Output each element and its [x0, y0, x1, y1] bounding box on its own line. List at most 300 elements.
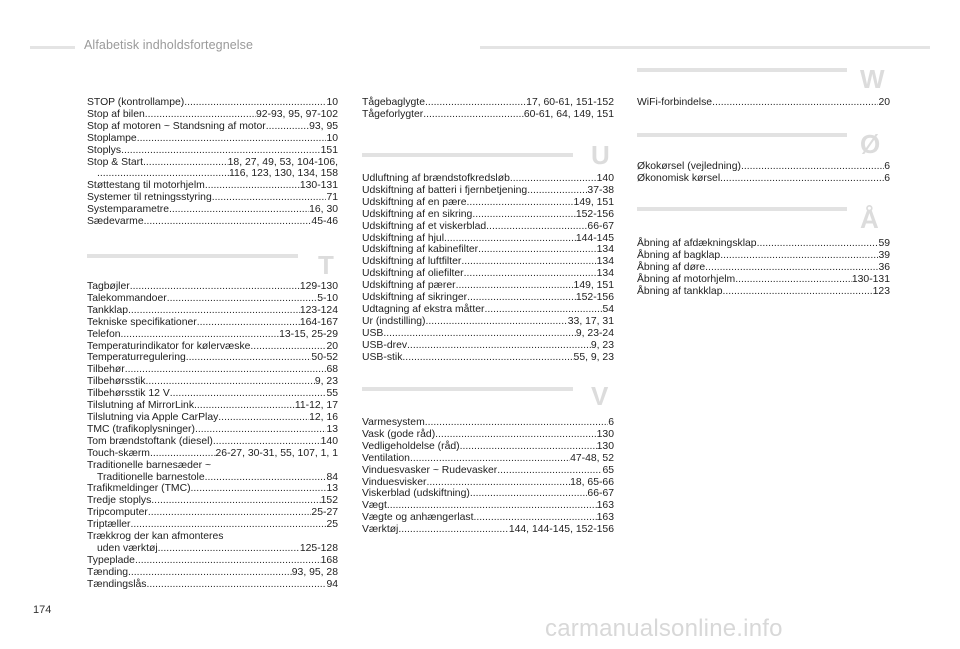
- index-entry-pages: 33, 17, 31: [567, 315, 614, 327]
- dot-leader: [470, 488, 588, 500]
- index-entry-label: Udskiftning af pærer: [362, 280, 456, 292]
- index-entry-pages: 123: [872, 285, 890, 297]
- dot-leader: [398, 524, 508, 536]
- dot-leader: [184, 97, 326, 109]
- index-entry-pages: 93, 95: [309, 120, 338, 132]
- index-block-w: [637, 97, 890, 109]
- dot-leader: [147, 579, 327, 591]
- index-entry-pages: 134: [596, 244, 614, 256]
- index-entry-pages: 6: [884, 172, 890, 184]
- index-entry: [362, 441, 614, 453]
- index-entry-label: Tredje stoplys: [87, 495, 152, 507]
- index-entry: [362, 173, 614, 185]
- index-entry-label: Tænding: [87, 566, 129, 578]
- index-entry: [87, 204, 338, 216]
- index-entry-pages: 18, 27, 49, 53, 104-106,: [227, 156, 338, 168]
- dot-leader: [212, 192, 327, 204]
- dot-leader: [194, 400, 295, 412]
- index-entry-label: Stop af motoren ~ Standsning af motor: [87, 120, 266, 132]
- dot-leader: [741, 161, 884, 173]
- index-entry-label: Vægte og anhængerlast: [362, 512, 474, 524]
- index-entry-pages: 6: [884, 161, 890, 172]
- index-entry: [87, 352, 338, 364]
- index-entry-label: TMC (trafikoplysninger): [87, 423, 195, 435]
- dot-leader: [125, 364, 327, 376]
- index-entry-pages: 168: [320, 554, 338, 566]
- dot-leader: [720, 250, 878, 262]
- index-entry-pages: 13: [326, 423, 338, 435]
- index-entry-pages: 94: [326, 578, 338, 590]
- letter-heading-t: T: [318, 250, 334, 280]
- index-entry-label: Udskiftning af en sikring: [362, 208, 473, 220]
- letter-divider-w: [637, 68, 847, 72]
- index-entry-label: Tripcomputer: [87, 507, 148, 519]
- dot-leader: [723, 286, 873, 298]
- dot-leader: [131, 519, 327, 531]
- index-entry-label: Åbning af bagklap: [637, 249, 721, 261]
- index-entry: [362, 465, 614, 477]
- index-entry: [637, 97, 890, 109]
- dot-leader: [735, 274, 852, 286]
- index-entry: [87, 555, 338, 567]
- index-entry: [362, 280, 614, 292]
- index-entry: [362, 352, 614, 364]
- index-entry-pages: 10: [326, 132, 338, 144]
- dot-leader: [460, 441, 597, 453]
- index-entry: [87, 157, 338, 169]
- dot-leader: [705, 262, 878, 274]
- index-entry-pages: 20: [326, 340, 338, 352]
- index-entry: [362, 197, 614, 209]
- index-entry-label: USB-drev: [362, 339, 408, 351]
- dot-leader: [170, 388, 327, 400]
- index-entry: [637, 262, 890, 274]
- index-entry: [637, 238, 890, 250]
- index-entry-label: Støttestang til motorhjelm: [87, 180, 205, 192]
- letter-heading-oe: Ø: [860, 129, 881, 159]
- index-entry-label: Talekommandoer: [87, 292, 167, 304]
- index-entry-label: Sædevarme: [87, 216, 144, 228]
- index-entry-pages: 55: [326, 388, 338, 400]
- index-entry: [87, 305, 338, 317]
- index-entry-pages-continued: 116, 123, 130, 134, 158: [228, 168, 338, 180]
- index-block-oe: [637, 161, 890, 185]
- index-entry-label: uden værktøj: [97, 542, 158, 554]
- index-entry: [87, 436, 338, 448]
- dot-leader: [121, 329, 280, 341]
- index-entry: [362, 512, 614, 524]
- header-rule-right: [480, 46, 930, 49]
- index-entry-label: Tågebaglygte: [362, 97, 425, 108]
- dot-leader: [151, 495, 320, 507]
- index-entry-label: Systemparametre: [87, 204, 169, 216]
- index-entry: [87, 424, 338, 436]
- index-entry-pages: 84: [326, 471, 338, 483]
- index-entry-label: Udluftning af brændstofkredsløb: [362, 173, 510, 184]
- index-entry-label: Tilslutning via Apple CarPlay: [87, 411, 219, 423]
- index-entry-label: Stoplys: [87, 144, 122, 156]
- index-entry-label: Varmesystem: [362, 417, 425, 428]
- dot-leader: [250, 341, 326, 353]
- index-entry: [87, 97, 338, 109]
- index-entry: [87, 216, 338, 228]
- dot-leader: [407, 340, 591, 352]
- index-entry-label: Tilbehør: [87, 364, 125, 376]
- index-entry-label: Telefon: [87, 328, 121, 340]
- dot-leader: [121, 145, 321, 157]
- index-block-s-continued: [87, 97, 338, 228]
- index-block-t-continued: [362, 97, 614, 121]
- index-entry-label: Økokørsel (vejledning): [637, 161, 741, 172]
- index-entry-label: Vægt: [362, 500, 387, 512]
- index-entry-pages: 11-12, 17: [294, 400, 338, 412]
- index-entry-pages: 37-38: [587, 184, 614, 196]
- index-entry: [87, 192, 338, 204]
- index-entry: [637, 161, 890, 173]
- dot-leader: [474, 512, 597, 524]
- index-entry: [362, 477, 614, 489]
- index-entry-pages: 130: [596, 428, 614, 440]
- index-entry-pages: 144, 144-145, 152-156: [508, 524, 614, 536]
- index-entry: [362, 97, 614, 109]
- index-entry-label: Udskiftning af sikringer: [362, 292, 468, 304]
- dot-leader: [478, 244, 597, 256]
- index-entry-label: Åbning af døre: [637, 261, 706, 273]
- index-entry: [87, 293, 338, 305]
- index-entry-pages: 26-27, 30-31, 55, 107, 1, 1: [215, 447, 338, 459]
- dot-leader: [197, 317, 300, 329]
- index-entry: [362, 292, 614, 304]
- dot-leader: [137, 133, 327, 145]
- index-entry-pages: 164-167: [299, 316, 338, 328]
- dot-leader: [435, 429, 597, 441]
- letter-divider-oe: [637, 133, 847, 137]
- index-entry-pages: 66-67: [587, 220, 614, 232]
- index-entry-pages: 25-27: [311, 507, 338, 519]
- index-entry-label: Tilbehørsstik: [87, 376, 146, 388]
- index-entry-pages: 36: [878, 261, 890, 273]
- index-entry-pages: 65: [602, 464, 614, 476]
- dot-leader: [484, 304, 602, 316]
- index-entry-label: Åbning af motorhjelm: [637, 273, 736, 285]
- index-block-t: [87, 281, 338, 591]
- dot-leader: [456, 280, 574, 292]
- dot-leader: [444, 233, 576, 245]
- dot-leader: [150, 448, 216, 460]
- index-entry-label: Udskiftning af et viskerblad: [362, 220, 487, 232]
- index-entry-heading: Traditionelle barnesæder ~: [87, 459, 212, 471]
- index-entry-label: Udskiftning af batteri i fjernbetjening: [362, 184, 528, 196]
- index-entry: [87, 495, 338, 507]
- dot-leader: [402, 352, 573, 364]
- index-entry-label: Åbning af tankklap: [637, 285, 723, 297]
- index-entry-label: Touch-skærm: [87, 447, 150, 459]
- index-entry-label: Tankklap: [87, 304, 129, 316]
- index-entry: [87, 448, 338, 460]
- index-entry: [87, 543, 338, 555]
- index-entry-label: Udskiftning af oliefilter: [362, 268, 464, 280]
- index-entry-label: Trafikmeldinger (TMC): [87, 483, 191, 495]
- index-entry: [362, 429, 614, 441]
- index-entry-pages: 134: [596, 268, 614, 280]
- index-entry: [87, 567, 338, 579]
- dot-leader: [423, 109, 524, 121]
- index-entry-label: Vinduesvasker ~ Rudevasker: [362, 464, 498, 476]
- index-entry-pages: 9, 23-24: [575, 327, 614, 339]
- header-rule-left: [30, 46, 75, 49]
- dot-leader: [158, 543, 300, 555]
- letter-heading-v: V: [591, 381, 609, 411]
- index-entry-pages: 12, 16: [309, 411, 338, 423]
- dot-leader: [712, 97, 878, 109]
- index-entry-label: Åbning af afdækningsklap: [637, 238, 757, 249]
- index-entry-label: Ventilation: [362, 452, 410, 464]
- index-entry-pages: 163: [596, 512, 614, 524]
- index-entry: [637, 286, 890, 298]
- index-entry: [362, 209, 614, 221]
- index-entry-label: Vask (gode råd): [362, 428, 436, 440]
- index-entry-pages: 130: [596, 440, 614, 452]
- index-entry-label: Typeplade: [87, 554, 135, 566]
- dot-leader: [205, 180, 300, 192]
- dot-leader: [425, 417, 608, 429]
- dot-leader: [426, 316, 568, 328]
- index-entry-pages: 17, 60-61, 151-152: [526, 97, 614, 108]
- dot-leader: [218, 412, 309, 424]
- index-entry-pages: 149, 151: [573, 280, 614, 292]
- index-entry-pages: 10: [326, 97, 338, 108]
- index-entry-pages: 68: [326, 364, 338, 376]
- index-entry-heading: Trækkrog der kan afmonteres: [87, 531, 224, 543]
- dot-leader: [464, 268, 597, 280]
- dot-leader: [467, 292, 576, 304]
- index-entry-pages: 144-145: [575, 232, 614, 244]
- index-entry-label: Vinduesvisker: [362, 476, 427, 488]
- index-entry-label: Stop & Start: [87, 156, 144, 168]
- index-entry-pages: 129-130: [299, 281, 338, 292]
- index-entry: [362, 268, 614, 280]
- index-entry-label: Udtagning af ekstra måtter: [362, 303, 485, 315]
- dot-leader: [205, 472, 327, 484]
- index-entry-pages: 149, 151: [573, 196, 614, 208]
- index-entry: [87, 180, 338, 192]
- index-entry-pages: 163: [596, 500, 614, 512]
- index-entry: [87, 400, 338, 412]
- index-entry-label: Økonomisk kørsel: [637, 172, 721, 184]
- index-entry: [362, 233, 614, 245]
- index-entry: [87, 364, 338, 376]
- index-entry: [362, 524, 614, 536]
- index-entry-label: Værktøj: [362, 524, 399, 536]
- index-entry-pages: 9, 23: [590, 339, 614, 351]
- letter-divider-t: [87, 254, 298, 258]
- index-entry-pages: 123-124: [299, 304, 338, 316]
- dot-leader: [191, 483, 327, 495]
- index-entry-label: Udskiftning af en pære: [362, 196, 467, 208]
- index-entry-pages: 18, 65-66: [570, 476, 614, 488]
- dot-leader: [461, 256, 596, 268]
- index-entry-pages: 125-128: [299, 542, 338, 554]
- index-entry: [362, 417, 614, 429]
- index-entry-pages: 45-46: [311, 216, 338, 228]
- page-header-title: Alfabetisk indholdsfortegnelse: [84, 38, 254, 52]
- index-entry: [87, 145, 338, 157]
- index-entry-pages: 130-131: [851, 273, 890, 285]
- index-entry: [362, 185, 614, 197]
- index-entry: [87, 376, 338, 388]
- index-entry-label: Tågeforlygter: [362, 108, 424, 120]
- index-entry: [637, 274, 890, 286]
- dot-leader: [143, 157, 228, 169]
- watermark: carmanualsonline.info: [545, 615, 783, 642]
- index-entry-pages: 6: [608, 417, 614, 428]
- index-entry-pages: 130-131: [299, 180, 338, 192]
- index-entry: [87, 109, 338, 121]
- index-entry: [637, 173, 890, 185]
- index-entry-pages: 13-15, 25-29: [279, 328, 338, 340]
- dot-leader: [510, 173, 597, 185]
- index-entry-pages: 152-156: [575, 208, 614, 220]
- index-entry-label: Tilbehørsstik 12 V: [87, 388, 170, 400]
- index-entry-pages: 54: [602, 303, 614, 315]
- index-entry: [87, 329, 338, 341]
- index-entry: [362, 256, 614, 268]
- index-entry-label: Ur (indstilling): [362, 315, 426, 327]
- index-entry: [362, 453, 614, 465]
- index-entry-pages: 93, 95, 28: [291, 566, 338, 578]
- dot-leader: [410, 453, 570, 465]
- index-entry-label: Vedligeholdelse (råd): [362, 440, 460, 452]
- index-entry-label: USB-stik: [362, 351, 403, 363]
- index-entry-pages: 151: [320, 144, 338, 156]
- dot-leader: [427, 477, 571, 489]
- index-entry-label: Tekniske specifikationer: [87, 316, 197, 328]
- index-entry-label: Tom brændstoftank (diesel): [87, 435, 213, 447]
- dot-leader: [169, 204, 309, 216]
- index-entry-label: Triptæller: [87, 519, 131, 531]
- index-entry-label: Udskiftning af hjul: [362, 232, 445, 244]
- index-entry-pages: 71: [326, 192, 338, 204]
- index-block-u: [362, 173, 614, 364]
- index-entry-label: STOP (kontrollampe): [87, 97, 185, 108]
- dot-leader: [167, 293, 318, 305]
- index-entry: [87, 483, 338, 495]
- letter-divider-aa: [637, 207, 847, 211]
- index-entry-label: Tændingslås: [87, 578, 147, 590]
- dot-leader: [383, 328, 575, 340]
- index-entry: [362, 316, 614, 328]
- index-entry-label: Tagbøjler: [87, 281, 130, 292]
- dot-leader: [135, 555, 321, 567]
- index-entry-pages: 59: [878, 238, 890, 249]
- index-entry-pages: 16, 30: [309, 204, 338, 216]
- index-entry: [362, 221, 614, 233]
- index-block-aa: [637, 238, 890, 298]
- dot-leader: [720, 173, 884, 185]
- index-entry-label: Systemer til retningsstyring: [87, 192, 212, 204]
- index-entry-label: Udskiftning af kabinefilter: [362, 244, 479, 256]
- index-entry: [87, 317, 338, 329]
- dot-leader: [472, 209, 576, 221]
- index-block-v: [362, 417, 614, 536]
- index-entry-pages: 5-10: [317, 292, 338, 304]
- index-entry-label: Udskiftning af luftfilter: [362, 256, 462, 268]
- index-entry-label: Stoplampe: [87, 132, 137, 144]
- dot-leader: [486, 221, 587, 233]
- index-entry: [362, 328, 614, 340]
- letter-heading-w: W: [860, 64, 885, 94]
- letter-divider-u: [362, 153, 573, 157]
- page-number: 174: [33, 604, 52, 616]
- index-entry-pages: 92-93, 95, 97-102: [255, 108, 338, 120]
- index-entry-pages: 152-156: [575, 292, 614, 304]
- index-entry-pages: 140: [596, 173, 614, 184]
- index-entry-pages: 134: [596, 256, 614, 268]
- index-entry: [362, 340, 614, 352]
- index-entry-label: Traditionelle barnestole: [97, 471, 205, 483]
- dot-leader: [145, 109, 256, 121]
- index-entry: [87, 341, 338, 353]
- dot-leader: [527, 185, 587, 197]
- index-entry: [637, 250, 890, 262]
- dot-leader: [128, 305, 300, 317]
- index-entry: [362, 304, 614, 316]
- index-entry-pages: 60-61, 64, 149, 151: [523, 108, 614, 120]
- dot-leader: [757, 238, 879, 250]
- dot-leader: [266, 121, 309, 133]
- index-entry-pages: 140: [320, 435, 338, 447]
- index-entry: [87, 388, 338, 400]
- dot-leader: [497, 465, 602, 477]
- dot-leader: [148, 507, 312, 519]
- letter-heading-aa: Å: [860, 204, 879, 234]
- index-entry-pages: 152: [320, 495, 338, 507]
- dot-leader: [144, 216, 312, 228]
- index-entry-pages: 25: [326, 519, 338, 531]
- letter-heading-u: U: [591, 140, 610, 170]
- index-entry-label: Tilslutning af MirrorLink: [87, 400, 195, 412]
- index-entry-pages: 13: [326, 483, 338, 495]
- index-entry-pages: 55, 9, 23: [573, 351, 614, 363]
- index-entry: [362, 488, 614, 500]
- index-entry-label: USB: [362, 327, 384, 339]
- index-entry: [87, 281, 338, 293]
- index-entry-pages: 66-67: [587, 488, 614, 500]
- index-entry-pages: 47-48, 52: [570, 452, 614, 464]
- dot-leader: [387, 500, 597, 512]
- index-entry: [87, 579, 338, 591]
- index-entry-label: Stop af bilen: [87, 108, 145, 120]
- index-entry: [362, 244, 614, 256]
- index-entry-label: WiFi-forbindelse: [637, 97, 713, 108]
- index-entry: [87, 412, 338, 424]
- index-entry: [362, 500, 614, 512]
- index-entry-pages: 50-52: [311, 352, 338, 364]
- dot-leader: [128, 567, 292, 579]
- dot-leader: [97, 168, 229, 180]
- dot-leader: [213, 436, 321, 448]
- index-entry: [87, 519, 338, 531]
- dot-leader: [130, 281, 300, 293]
- dot-leader: [195, 424, 326, 436]
- index-entry-pages: 39: [878, 249, 890, 261]
- dot-leader: [425, 97, 526, 109]
- index-entry-pages: 20: [878, 97, 890, 108]
- index-entry-label: Temperaturregulering: [87, 352, 186, 364]
- dot-leader: [146, 376, 315, 388]
- index-entry-pages: 9, 23: [314, 376, 338, 388]
- dot-leader: [186, 352, 312, 364]
